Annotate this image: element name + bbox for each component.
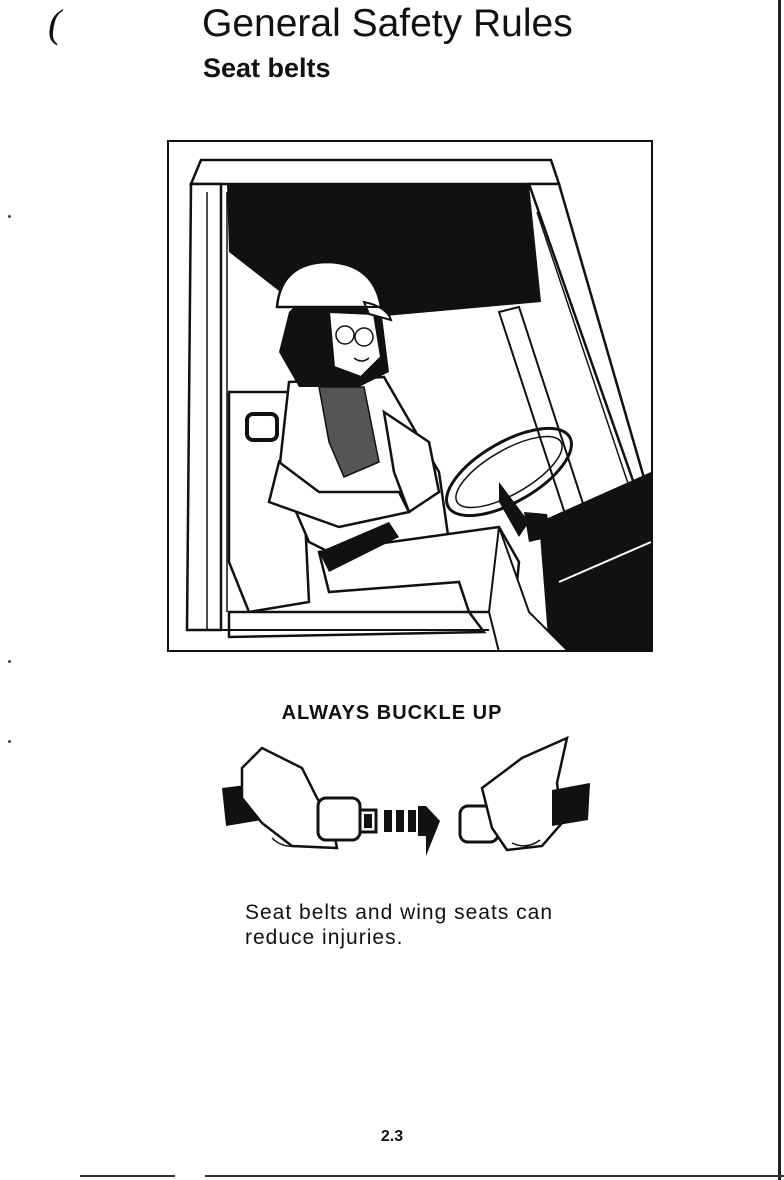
- margin-mark: [8, 215, 11, 218]
- buckle-up-caption: ALWAYS BUCKLE UP: [281, 702, 503, 724]
- page-edge-right: [778, 0, 781, 1180]
- page-number: 2.3: [380, 1128, 404, 1145]
- seat-belt-buckle-icon: [222, 728, 592, 858]
- margin-mark: [8, 740, 11, 743]
- forklift-operator-drawing: [169, 142, 651, 650]
- forklift-operator-illustration: [167, 140, 653, 652]
- page-edge-bottom-left: [80, 1175, 175, 1177]
- page-edge-bottom: [205, 1175, 784, 1177]
- section-subtitle: Seat belts: [203, 53, 331, 83]
- margin-paren: (: [48, 1, 62, 46]
- page-title: General Safety Rules: [202, 2, 573, 45]
- description-text: [245, 900, 625, 950]
- seat-belt-buckle-graphic: [222, 728, 592, 858]
- description-line: Seat belts and wing seats can: [245, 901, 554, 924]
- margin-mark: [8, 660, 11, 663]
- description-line: reduce injuries.: [245, 926, 404, 949]
